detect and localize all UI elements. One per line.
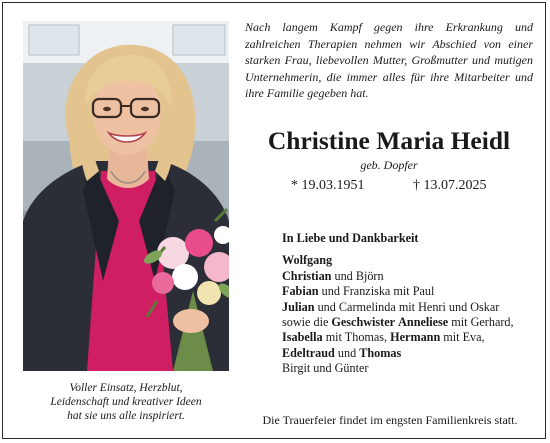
mourner-line [282,253,514,268]
funeral-note: Die Trauerfeier findet im engsten Familienkreis statt. [262,413,518,427]
photo-caption [23,381,229,423]
mourner-line: Isabella mit Thomas, Hermann mit Eva, [282,330,485,345]
window-right [173,25,225,55]
window-left [29,25,79,55]
mourner-name: Wolfgang [282,253,333,268]
mourner-name: Christian [282,268,332,283]
mourner-line: Birgit und Günter [282,361,369,376]
mourner-line: Julian und Carmelinda mit Henri und Oskar [282,299,500,314]
death-date: † 13.07.2025 [413,178,487,193]
birth-date: * 19.03.1951 [291,178,365,193]
mourner-name: Hermann [390,330,441,345]
portrait-illustration [23,21,229,371]
mourners-heading: In Liebe und Dankbarkeit [282,231,419,245]
mourner-name: Edeltraud [282,345,335,360]
caption-line: hat sie uns alle inspiriert. [67,410,185,422]
caption-line: Voller Einsatz, Herzblut, [69,382,183,394]
eye-left [103,107,111,111]
mourner-name: Geschwister [331,315,396,330]
deceased-name: Christine Maria Heidl [267,126,511,155]
portrait-photo [23,21,229,371]
hand [173,309,209,333]
mourner-name: Anneliese [398,315,449,330]
mourner-name: Fabian [282,284,319,299]
mourners-list [282,231,514,377]
caption-line: Leidenschaft und kreativer Ideen [50,396,202,408]
mourner-name: Thomas [359,345,402,360]
birth-name: geb. Dopfer [360,158,418,172]
intro-text: Nach langem Kampf gegen ihre Erkrankung und zahlreichen Therapien nehmen wir Abschied von einer starken Frau, liebevollen Mutter, Großmutter und mutigen Unternehmerin, die immer alles für ihre Mitarbeiter und ihre Familie gegeben hat. [245,20,533,101]
eye-right [141,107,149,111]
mourner-line: Edeltraud und Thomas [282,345,402,360]
obituary-notice [2,2,546,439]
mourner-name: Isabella [282,330,323,345]
mourner-line: sowie die Geschwister Anneliese mit Gerhard, [282,315,514,330]
mourner-name: Julian [282,299,315,314]
mourner-line: Fabian und Franziska mit Paul [282,284,435,299]
mourner-line: Christian und Björn [282,268,384,283]
